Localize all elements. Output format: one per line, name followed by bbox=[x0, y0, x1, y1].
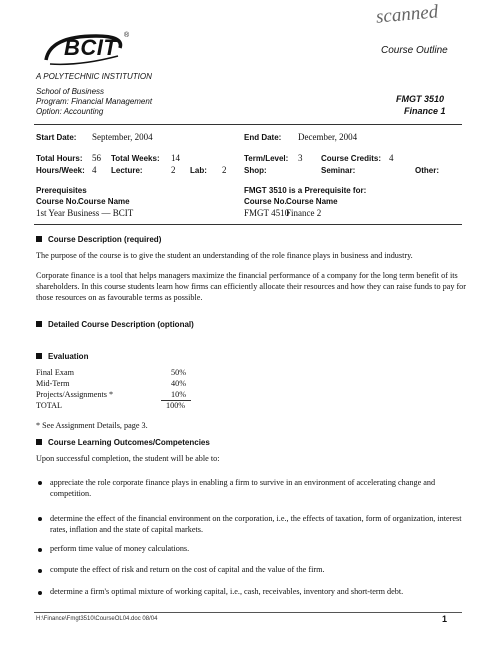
lab-label: Lab: bbox=[190, 166, 207, 175]
start-date-value: September, 2004 bbox=[92, 132, 153, 142]
end-date-label: End Date: bbox=[244, 133, 282, 142]
bullet-icon bbox=[38, 591, 42, 595]
section-bullet-icon bbox=[36, 353, 42, 359]
outcome-item: determine a firm's optimal mixture of working capital, i.e., cash, receivables, inventory and short-term debt. bbox=[50, 587, 404, 596]
bullet-icon bbox=[38, 517, 42, 521]
description-paragraph-1: The purpose of the course is to give the student an understanding of the role finance plays in business and industry. bbox=[36, 251, 413, 260]
total-weeks-value: 14 bbox=[171, 153, 180, 163]
section-title: Course Description (required) bbox=[48, 235, 162, 244]
registered-mark: ® bbox=[124, 32, 130, 39]
handwritten-note: scanned bbox=[375, 1, 440, 28]
divider-bottom bbox=[34, 224, 462, 225]
bcit-logo-text: BCIT bbox=[64, 35, 118, 60]
bcit-logo bbox=[40, 30, 130, 75]
footer-file-path: H:\Finance\Fmgt3510\CourseOL04.doc 08/04 bbox=[36, 616, 158, 622]
prerequisites-heading: Prerequisites bbox=[36, 186, 87, 195]
eval-total-label: TOTAL bbox=[36, 401, 63, 410]
document-type: Course Outline bbox=[381, 45, 448, 56]
section-learning-outcomes bbox=[36, 438, 210, 447]
polytechnic-tagline: A POLYTECHNIC INSTITUTION bbox=[36, 72, 152, 81]
prereq-for-col-no: Course No. bbox=[244, 197, 287, 206]
footer-rule bbox=[34, 612, 462, 613]
lecture-value: 2 bbox=[171, 165, 176, 175]
outcome-item: determine the effect of the financial environment on the corporation, i.e., the effects of taxation, form of organization, interest rates, inflation and the state of capital markets. bbox=[50, 514, 462, 534]
bullet-icon bbox=[38, 569, 42, 573]
outcomes-intro: Upon successful completion, the student will be able to: bbox=[36, 454, 220, 463]
course-code: FMGT 3510 bbox=[396, 94, 445, 104]
outcome-item: perform time value of money calculations. bbox=[50, 544, 190, 553]
prereq-col-no: Course No. bbox=[36, 197, 79, 206]
section-course-description bbox=[36, 235, 161, 244]
option-name: Option: Accounting bbox=[36, 107, 104, 116]
start-date-label: Start Date: bbox=[36, 133, 77, 142]
lecture-label: Lecture: bbox=[111, 166, 143, 175]
section-detailed-description bbox=[36, 320, 194, 329]
section-bullet-icon bbox=[36, 439, 42, 445]
hours-week-label: Hours/Week: bbox=[36, 166, 85, 175]
eval-row-value: 10% bbox=[171, 390, 187, 399]
course-credits-label: Course Credits: bbox=[321, 154, 382, 163]
lab-value: 2 bbox=[222, 165, 227, 175]
course-title: Finance 1 bbox=[404, 106, 446, 116]
program-name: Program: Financial Management bbox=[36, 97, 153, 106]
page-number: 1 bbox=[442, 614, 448, 624]
section-title: Course Learning Outcomes/Competencies bbox=[48, 438, 210, 447]
end-date-value: December, 2004 bbox=[298, 132, 358, 142]
assignment-footnote: * See Assignment Details, page 3. bbox=[36, 421, 148, 430]
term-level-label: Term/Level: bbox=[244, 154, 289, 163]
eval-row-label: Final Exam bbox=[36, 368, 74, 377]
section-bullet-icon bbox=[36, 321, 42, 327]
hours-week-value: 4 bbox=[92, 165, 97, 175]
section-evaluation bbox=[36, 352, 88, 361]
eval-row-label: Mid-Term bbox=[36, 379, 70, 388]
total-hours-label: Total Hours: bbox=[36, 154, 83, 163]
prereq-for-row-no: FMGT 4510 bbox=[244, 208, 290, 218]
prereq-col-name: Course Name bbox=[78, 197, 130, 206]
prereq-for-heading: FMGT 3510 is a Prerequisite for: bbox=[244, 186, 367, 195]
eval-total-value: 100% bbox=[166, 401, 186, 410]
other-label: Other: bbox=[415, 166, 439, 175]
total-hours-value: 56 bbox=[92, 153, 101, 163]
bullet-icon bbox=[38, 481, 42, 485]
description-paragraph-2: Corporate finance is a tool that helps managers maximize the financial performance of a company for the long term benefit of its shareholders. In this course students learn how firms can efficiently allocate their resources and how they can raise funds to pay for those resources on as favourable terms as possible. bbox=[36, 271, 467, 302]
course-credits-value: 4 bbox=[389, 153, 394, 163]
bullet-icon bbox=[38, 548, 42, 552]
section-title: Evaluation bbox=[48, 352, 89, 361]
total-weeks-label: Total Weeks: bbox=[111, 154, 160, 163]
divider-top bbox=[34, 124, 462, 125]
outcome-item: appreciate the role corporate finance plays in enabling a firm to survive in an environment of accelerating change and competition. bbox=[50, 478, 436, 498]
prereq-for-row-name: Finance 2 bbox=[286, 208, 322, 218]
school-name: School of Business bbox=[36, 87, 105, 96]
outcome-item: compute the effect of risk and return on the cost of capital and the value of the firm. bbox=[50, 565, 325, 574]
section-bullet-icon bbox=[36, 236, 42, 242]
eval-row-value: 50% bbox=[171, 368, 187, 377]
term-level-value: 3 bbox=[298, 153, 303, 163]
eval-row-value: 40% bbox=[171, 379, 187, 388]
prereq-for-col-name: Course Name bbox=[286, 197, 338, 206]
shop-label: Shop: bbox=[244, 166, 267, 175]
section-title: Detailed Course Description (optional) bbox=[48, 320, 194, 329]
seminar-label: Seminar: bbox=[321, 166, 356, 175]
eval-row-label: Projects/Assignments * bbox=[36, 390, 114, 399]
prereq-row-value: 1st Year Business — BCIT bbox=[36, 208, 134, 218]
